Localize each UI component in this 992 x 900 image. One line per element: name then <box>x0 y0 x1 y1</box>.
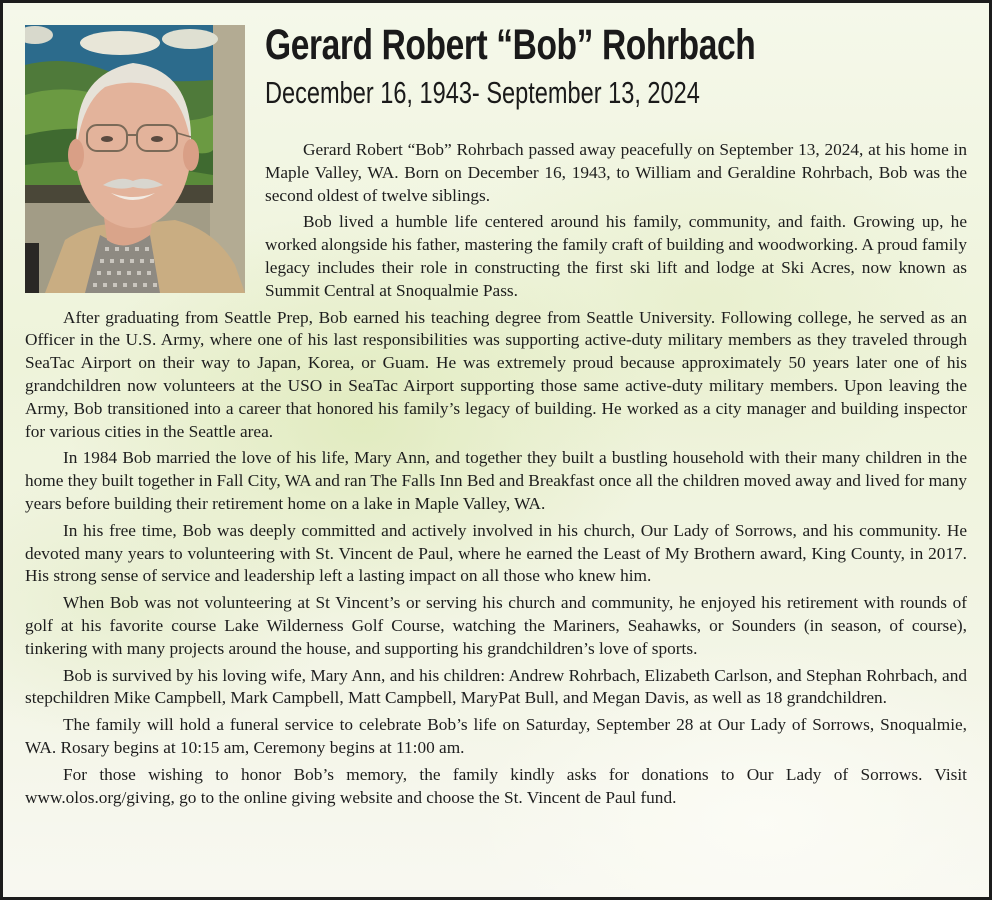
paragraph-service: The family will hold a funeral service to celebrate Bob’s life on Saturday, September 28 at Our Lady of Sorrows, Snoqualmie, WA. Rosary begins at 10:15 am, Ceremony begins at 11:00 am. <box>25 715 967 757</box>
obituary-body <box>25 139 967 813</box>
paragraph-passing: Gerard Robert “Bob” Rohrbach passed away peacefully on September 13, 2024, at his home in Maple Valley, WA. Born on December 16, 1943, to William and Geraldine Rohrbach, Bob was the second oldest of twelve siblings. <box>265 140 967 205</box>
obituary-dates: December 16, 1943- September 13, 2024 <box>265 75 700 110</box>
paragraph-career: After graduating from Seattle Prep, Bob earned his teaching degree from Seattle University. Following college, he served as an Officer in the U.S. Army, where one of his last responsibilities was supporting active-duty military members as they traveled through SeaTac Airport on their way to Japan, Korea, or Guam. He was extremely proud because approximately 50 years later one of his grandchildren now volunteers at the USO in SeaTac Airport supporting those same active-duty military members. Upon leaving the Army, Bob transitioned into a career that honored his family’s legacy of building. He worked as a city manager and building inspector for various cities in the Seattle area. <box>25 307 967 441</box>
paragraph-community: In his free time, Bob was deeply committed and actively involved in his church, Our Lady of Sorrows, and his community. He devoted many years to volunteering with St. Vincent de Paul, where he earned the Least of My Brothern award, King County, in 2017. His strong sense of service and leadership left a lasting impact on all those who knew him. <box>25 520 967 586</box>
paragraph-marriage: In 1984 Bob married the love of his life, Mary Ann, and together they built a bustling household with their many children in the home they built together in Fall City, WA and ran The Falls Inn Bed and Breakfast once all the children moved away and lived for many years before building their retirement home on a lake in Maple Valley, WA. <box>25 448 967 513</box>
obituary-name-heading: Gerard Robert “Bob” Rohrbach <box>265 21 756 69</box>
paragraph-survivors: Bob is survived by his loving wife, Mary Ann, and his children: Andrew Rohrbach, Elizabeth Carlson, and Stephan Rohrbach, and stepchildren Mike Campbell, Mark Campbell, Matt Campbell, MaryPat Bull, and Megan Davis, as well as 18 grandchildren. <box>25 665 967 708</box>
paragraph-early-life: Bob lived a humble life centered around his family, community, and faith. Growing up, he worked alongside his father, mastering the family craft of building and woodworking. A proud family legacy includes their role in constructing the first ski lift and lodge at Ski Acres, now known as Summit Central at Snoqualmie Pass. <box>265 212 967 300</box>
obituary-page <box>3 3 989 897</box>
paragraph-retirement: When Bob was not volunteering at St Vincent’s or serving his church and community, he enjoyed his retirement with rounds of golf at his favorite course Lake Wilderness Golf Course, watching the Mariners, Seahawks, or Sounders (in season, of course), tinkering with many projects around the house, and supporting his grandchildren’s love of sports. <box>25 593 967 658</box>
photo-float-spacer <box>25 139 265 295</box>
paragraph-donations: For those wishing to honor Bob’s memory, the family kindly asks for donations to Our Lady of Sorrows. Visit www.olos.org/giving, go to the online giving website and choose the St. Vincent de Paul fund. <box>25 764 967 807</box>
